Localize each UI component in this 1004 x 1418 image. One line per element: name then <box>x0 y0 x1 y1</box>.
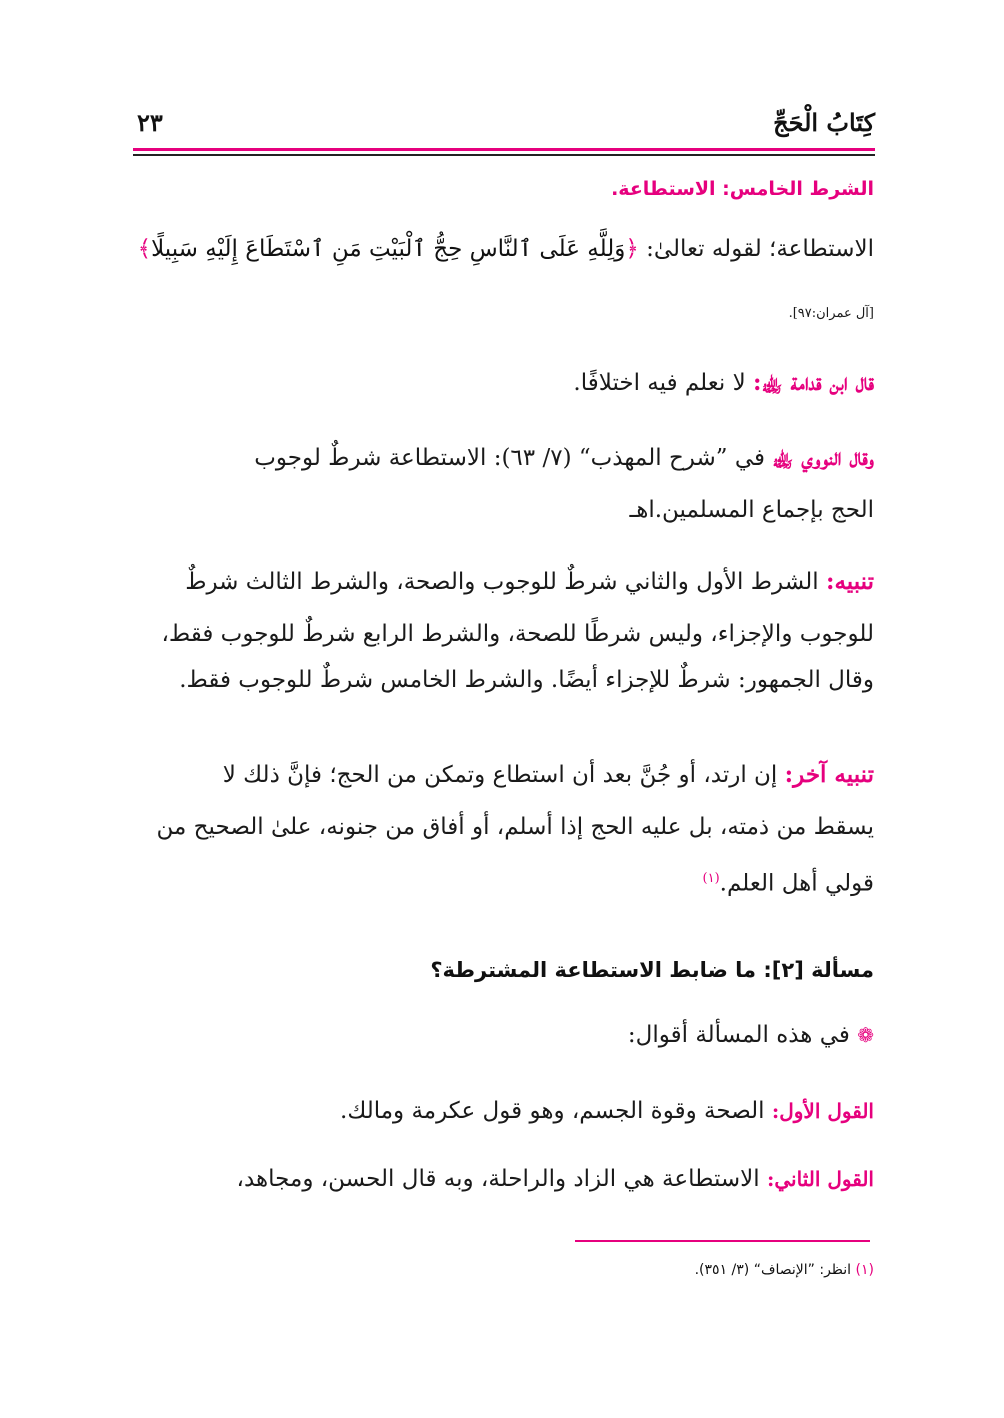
page-number: ٢٣ <box>137 108 163 137</box>
opinion-second <box>134 1164 874 1194</box>
speaker-label: وقال النووي ﵀ <box>772 444 874 471</box>
opinion-first <box>134 1096 874 1126</box>
footnote-text: انظر: ”الإنصاف“ (٣/ ٣٥١). <box>694 1262 856 1278</box>
paragraph-text: قولي أهل العلم. <box>719 870 874 897</box>
paragraph-text: في هذه المسألة أقوال: <box>627 1022 858 1048</box>
opinion-label: القول الأول: <box>771 1099 874 1123</box>
footnote <box>695 1262 874 1278</box>
paragraph-ibn-qudama <box>134 368 874 398</box>
flower-icon: ❁ <box>857 1023 874 1047</box>
paragraph-text: الصحة وقوة الجسم، وهو قول عكرمة ومالك. <box>340 1098 772 1124</box>
page-header <box>133 108 875 148</box>
verse-close-bracket: ﴾ <box>137 236 152 262</box>
paragraph-nawawi <box>134 443 874 525</box>
tanbih-label: تنبيه آخر: <box>784 761 874 788</box>
footnote-number: (١) <box>855 1262 874 1278</box>
header-rule-accent <box>133 148 875 151</box>
issue-intro <box>134 1020 874 1050</box>
issue-heading: مسألة [٢]: ما ضابط الاستطاعة المشترطة؟ <box>430 958 874 982</box>
opinion-label: القول الثاني: <box>767 1167 874 1191</box>
footnote-rule <box>575 1240 870 1242</box>
paragraph-text: لا نعلم فيه اختلافًا. <box>573 370 754 396</box>
paragraph-text: الاستطاعة؛ لقوله تعالىٰ: <box>638 236 874 262</box>
quran-verse: وَلِلَّهِ عَلَى ٱلنَّاسِ حِجُّ ٱلْبَيْتِ مَنِ ٱسْتَطَاعَ إِلَيْهِ سَبِيلًا <box>151 236 626 262</box>
paragraph-text: الشرط الأول والثاني شرطٌ للوجوب والصحة، والشرط الثالث شرطٌ <box>185 569 826 595</box>
paragraph-tanbih-akhar <box>134 760 874 899</box>
verse-open-bracket: ﴿ <box>625 236 639 262</box>
paragraph-text: وقال الجمهور: شرطٌ للإجزاء أيضًا. والشرط الخامس شرطٌ للوجوب فقط. <box>179 667 874 693</box>
verse-reference: [آل عمران:٩٧]. <box>788 306 874 321</box>
paragraph-text: في ”شرح المهذب“ (٧/ ٦٣): الاستطاعة شرطٌ لوجوب <box>254 445 773 471</box>
paragraph-text: الحج بإجماع المسلمين.اهـ <box>629 497 874 523</box>
speaker-label: قال ابن قدامة ﵀: <box>753 369 874 396</box>
book-title: كِتَابُ الْحَجِّ <box>773 108 875 137</box>
section-heading: الشرط الخامس: الاستطاعة. <box>611 178 874 200</box>
paragraph-text: إن ارتد، أو جُنَّ بعد أن استطاع وتمكن من الحج؛ فإنَّ ذلك لا <box>222 762 785 788</box>
paragraph-tanbih <box>134 567 874 695</box>
paragraph-text: يسقط من ذمته، بل عليه الحج إذا أسلم، أو أفاق من جنونه، علىٰ الصحيح من <box>156 814 874 840</box>
footnote-reference[interactable]: (١) <box>702 871 720 886</box>
header-rule <box>133 154 875 156</box>
paragraph-text: الاستطاعة هي الزاد والراحلة، وبه قال الحسن، ومجاهد، <box>236 1166 767 1192</box>
tanbih-label: تنبيه: <box>825 568 874 595</box>
paragraph-text: للوجوب والإجزاء، وليس شرطًا للصحة، والشرط الرابع شرطٌ للوجوب فقط، <box>161 621 874 647</box>
paragraph-istitaah <box>134 234 874 264</box>
